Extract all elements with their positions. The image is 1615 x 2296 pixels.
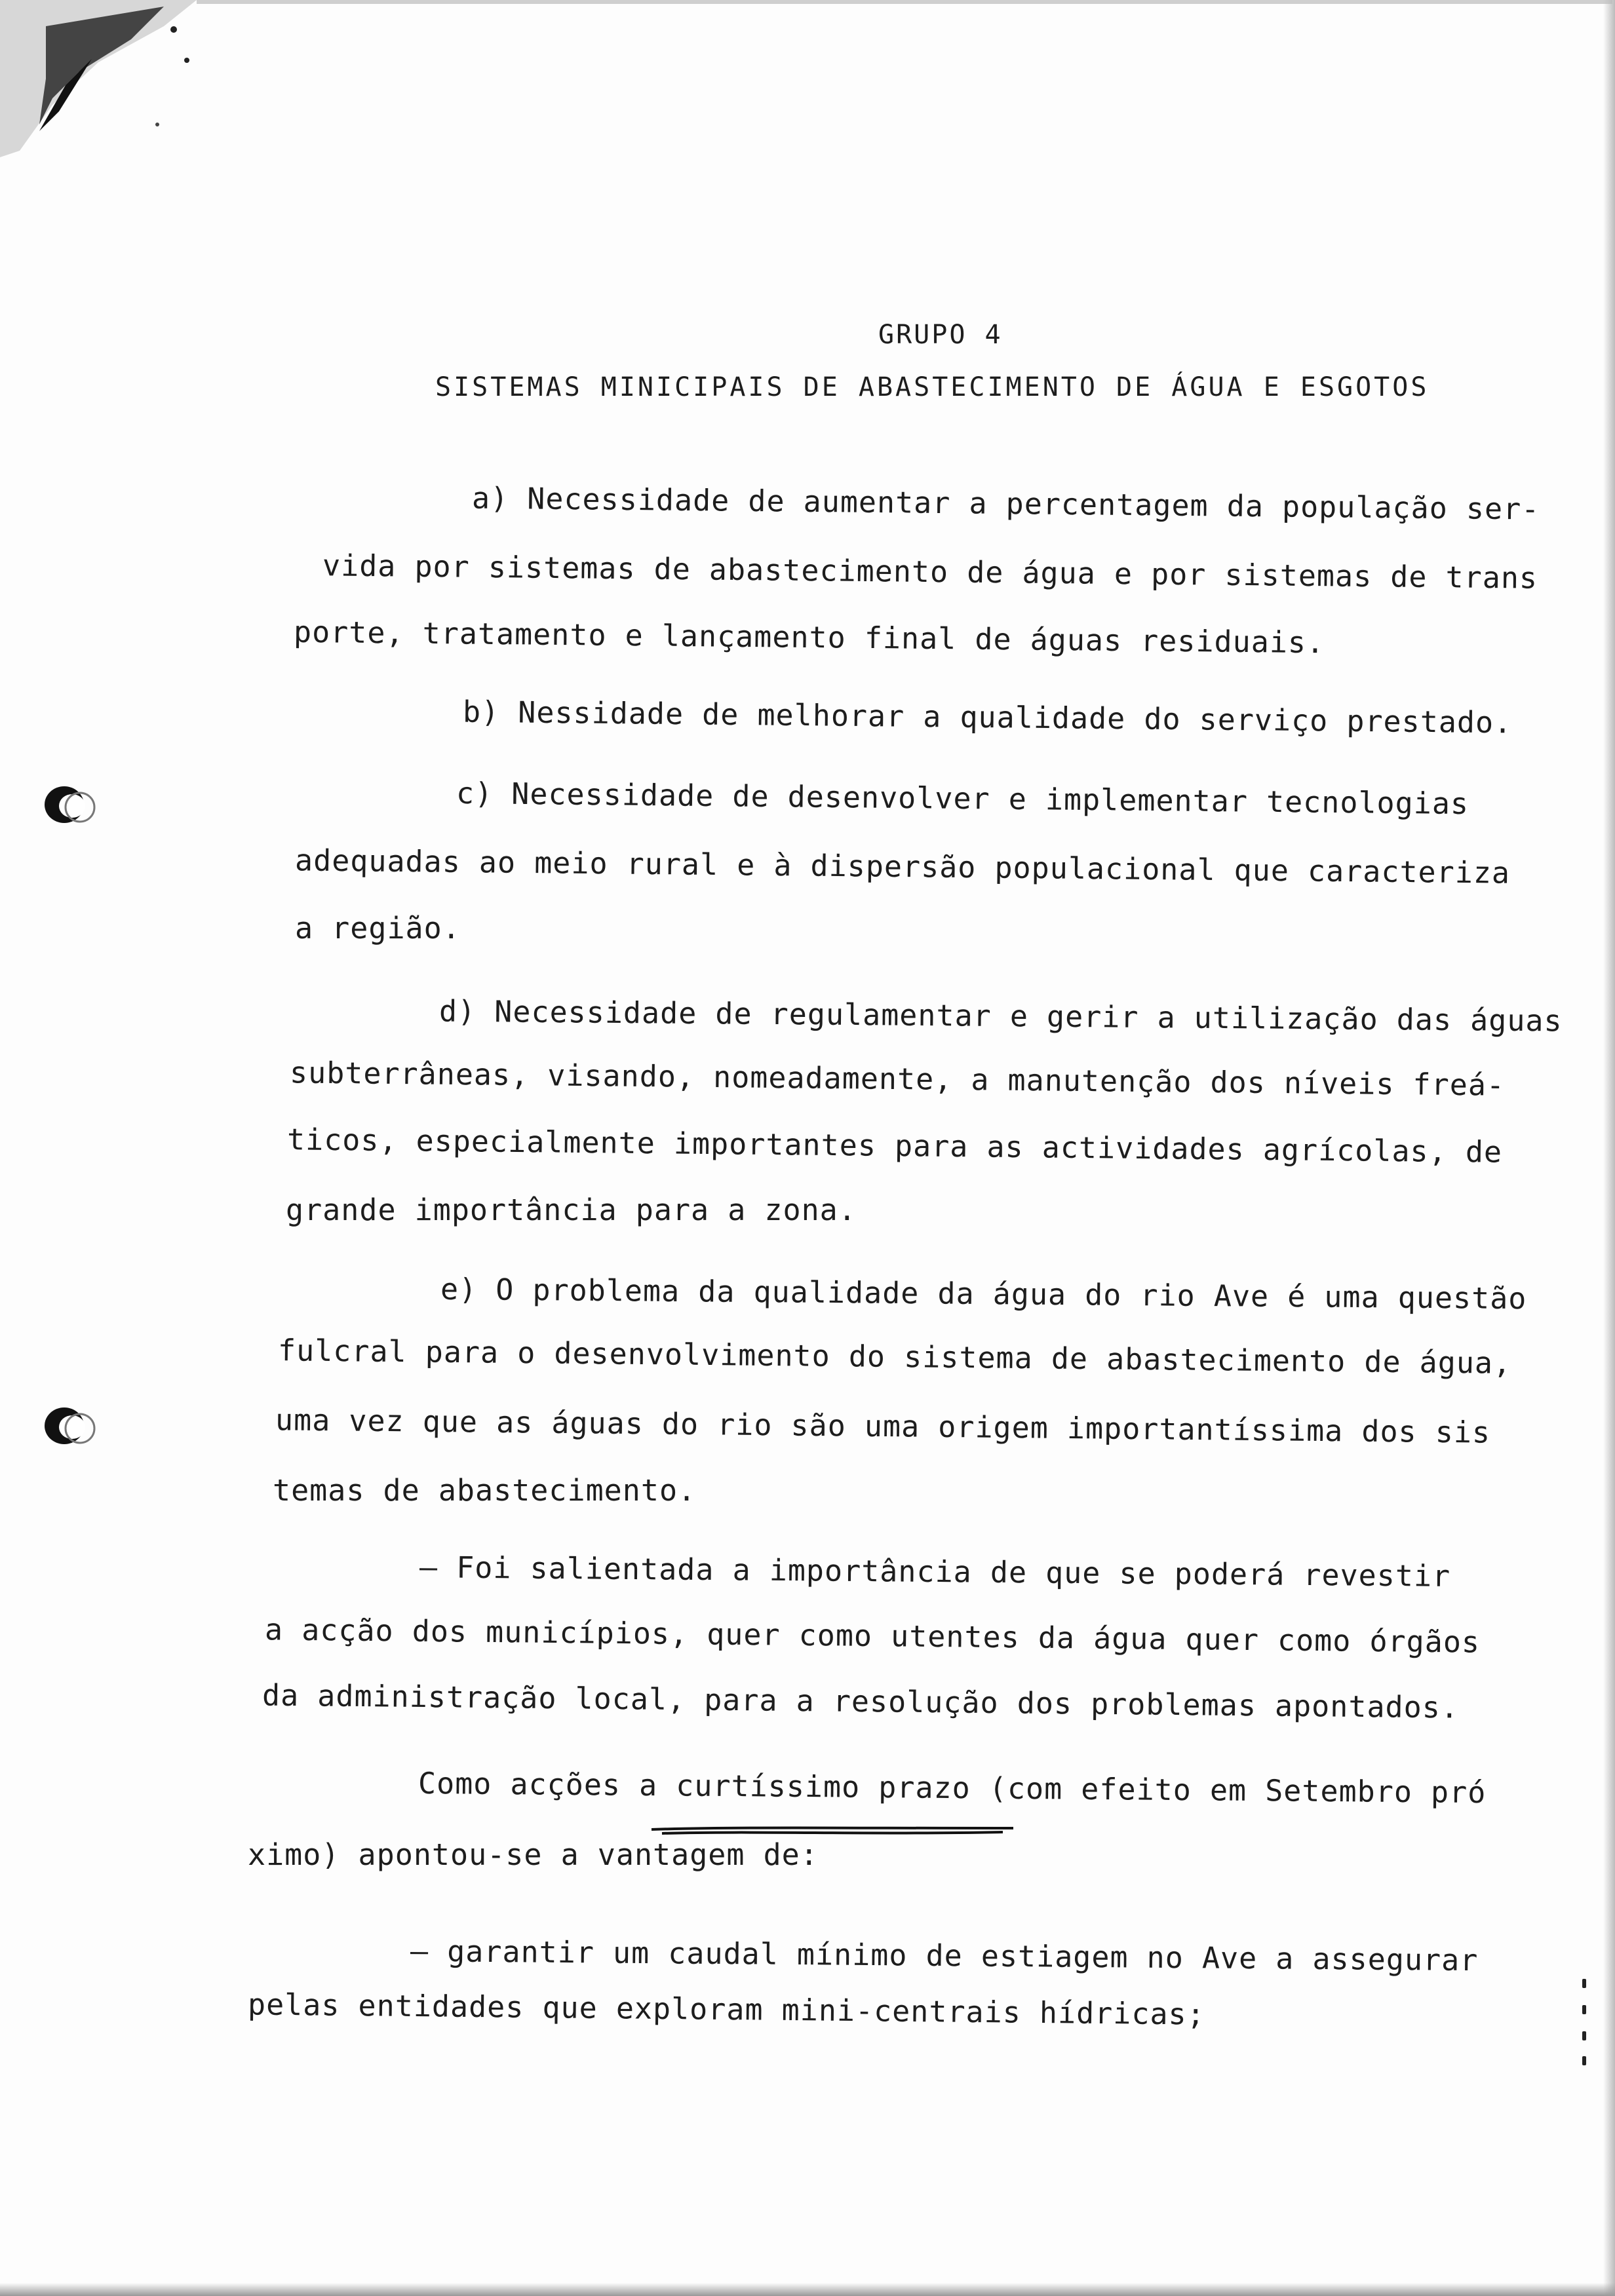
text-line: vida por sistemas de abastecimento de água e por sistemas de trans [322, 548, 1538, 596]
scan-right-edge [1603, 0, 1615, 2296]
scan-corner-shadow [0, 0, 210, 157]
group-label: GRUPO 4 [878, 320, 1003, 350]
text-line: da administração local, para a resolução dos problemas apontados. [262, 1677, 1460, 1725]
document-title: SISTEMAS MINICIPAIS DE ABASTECIMENTO DE ÁGUA E ESGOTOS [435, 372, 1430, 402]
text-line: grande importância para a zona. [286, 1193, 857, 1227]
scan-bottom-edge [0, 2283, 1615, 2296]
text-line: a acção dos municípios, quer como utentes da água quer como órgãos [264, 1612, 1481, 1660]
text-line: — Foi salientada a importância de que se poderá revestir [419, 1550, 1451, 1594]
text-line: fulcral para o desenvolvimento do sistema de abastecimento de água, [277, 1333, 1512, 1381]
text-line: c) Necessidade de desenvolver e implementar tecnologias [456, 775, 1469, 822]
text-line: — garantir um caudal mínimo de estiagem no Ave a assegurar [410, 1933, 1479, 1978]
text-line: temas de abastecimento. [273, 1473, 697, 1508]
handwritten-underline [649, 1826, 1016, 1836]
punch-hole-mark-bottom [39, 1402, 100, 1449]
scan-top-edge [197, 0, 1612, 4]
text-line: uma vez que as águas do rio são uma origem importantíssima dos sis [275, 1402, 1491, 1450]
text-line: a) Necessidade de aumentar a percentagem da população ser- [471, 480, 1540, 527]
text-line: a região. [295, 911, 461, 946]
text-line: porte, tratamento e lançamento final de águas residuais. [293, 614, 1325, 660]
text-line: Como acções a curtíssimo prazo (com efeito em Setembro pró [418, 1765, 1487, 1810]
punch-hole-mark-top [39, 781, 100, 828]
text-line: ticos, especialmente importantes para as actividades agrícolas, de [286, 1122, 1503, 1170]
text-line: d) Necessidade de regulamentar e gerir a utilização das águas [438, 993, 1563, 1039]
text-line: subterrâneas, visando, nomeadamente, a manutenção dos níveis freá- [289, 1055, 1506, 1103]
text-line: ximo) apontou-se a vantagem de: [248, 1837, 819, 1872]
text-line: adequadas ao meio rural e à dispersão populacional que caracteriza [294, 843, 1511, 890]
text-line: pelas entidades que exploram mini-centrais hídricas; [247, 1987, 1206, 2032]
text-line: e) O problema da qualidade da água do rio Ave é uma questão [440, 1271, 1527, 1316]
text-line: b) Nessidade de melhorar a qualidade do serviço prestado. [462, 694, 1513, 740]
